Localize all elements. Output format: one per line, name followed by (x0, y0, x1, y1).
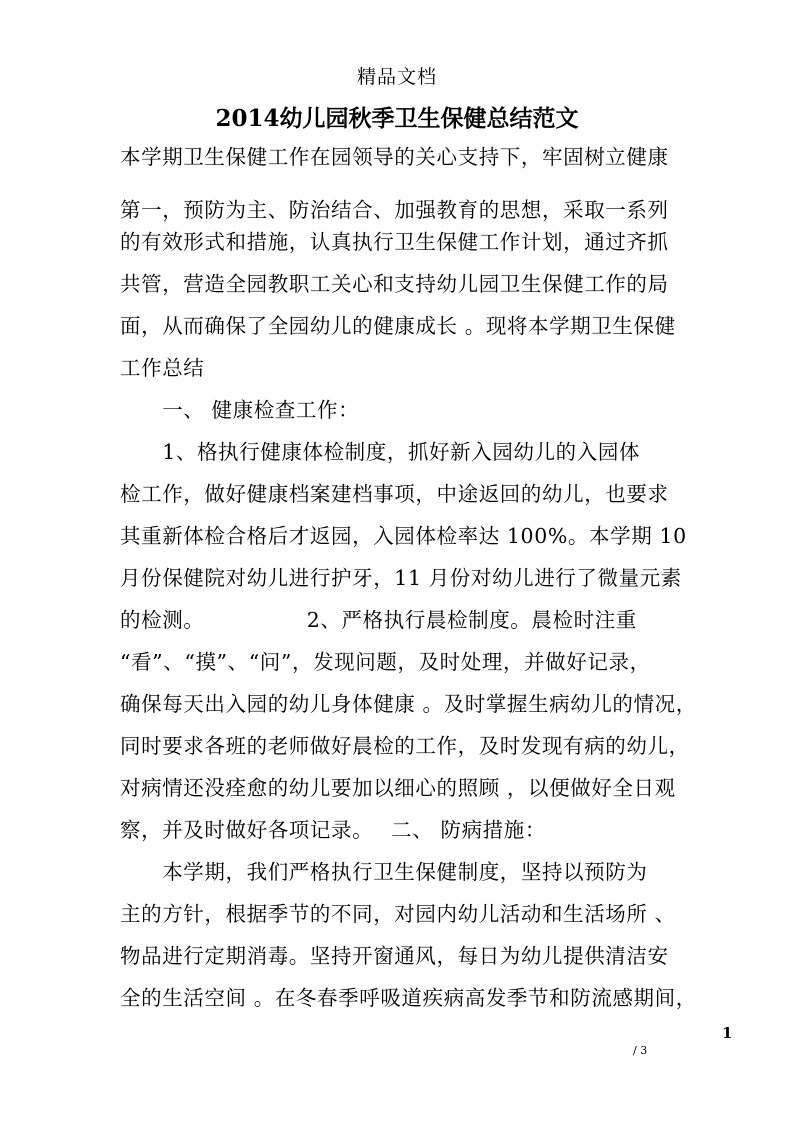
page-total: / 3 (633, 1044, 648, 1057)
page-header: 精品文档 (356, 66, 437, 88)
body-line: 察，并及时做好各项记录。 二、 防病措施： (120, 818, 546, 842)
body-line: 的有效形式和措施，认真执行卫生保健工作计划，通过齐抓 (120, 230, 669, 254)
section-heading: 一、 健康检查工作： (120, 398, 360, 422)
body-line: 对病情还没痊愈的幼儿要加以细心的照顾 ，以便做好全日观 (120, 776, 676, 800)
body-line: 其重新体检合格后才返园，入园体检率达 100%。本学期 10 (120, 524, 687, 548)
body-line: “看”、“摸”、“问”，发现问题，及时处理，并做好记录， (120, 650, 651, 674)
body-line: 1、格执行健康体检制度，抓好新入园幼儿的入园体 (120, 440, 641, 464)
body-line: 主的方针，根据季节的不同，对园内幼儿活动和生活场所 、 (120, 902, 676, 926)
body-line: 第一，预防为主、防治结合、加强教育的思想，采取一系列 (120, 198, 669, 222)
body-line: 共管，营造全园教职工关心和支持幼儿园卫生保健工作的局 (120, 272, 669, 296)
body-line: 本学期，我们严格执行卫生保健制度，坚持以预防为 (120, 860, 648, 884)
body-line: 同时要求各班的老师做好晨检的工作，及时发现有病的幼儿， (120, 734, 690, 758)
document-title: 2014幼儿园秋季卫生保健总结范文 (215, 105, 579, 132)
body-line: 全的生活空间 。在冬春季呼吸道疾病高发季节和防流感期间， (120, 986, 697, 1010)
body-line: 月份保健院对幼儿进行护牙，11 月份对幼儿进行了微量元素 (120, 566, 682, 590)
body-line: 物品进行定期消毒。坚持开窗通风，每日为幼儿提供清洁安 (120, 944, 669, 968)
page-number: 1 (722, 1024, 733, 1042)
body-line: 本学期卫生保健工作在园领导的关心支持下，牢固树立健康 (120, 145, 669, 169)
body-line: 的检测。 2、严格执行晨检制度。晨检时注重 (120, 608, 637, 632)
body-line: 检工作，做好健康档案建档事项，中途返回的幼儿，也要求 (120, 482, 669, 506)
body-line: 确保每天出入园的幼儿身体健康 。及时掌握生病幼儿的情况， (120, 692, 697, 716)
body-line: 面，从而确保了全园幼儿的健康成长 。现将本学期卫生保健 (120, 314, 676, 338)
body-line: 工作总结 (120, 356, 205, 380)
